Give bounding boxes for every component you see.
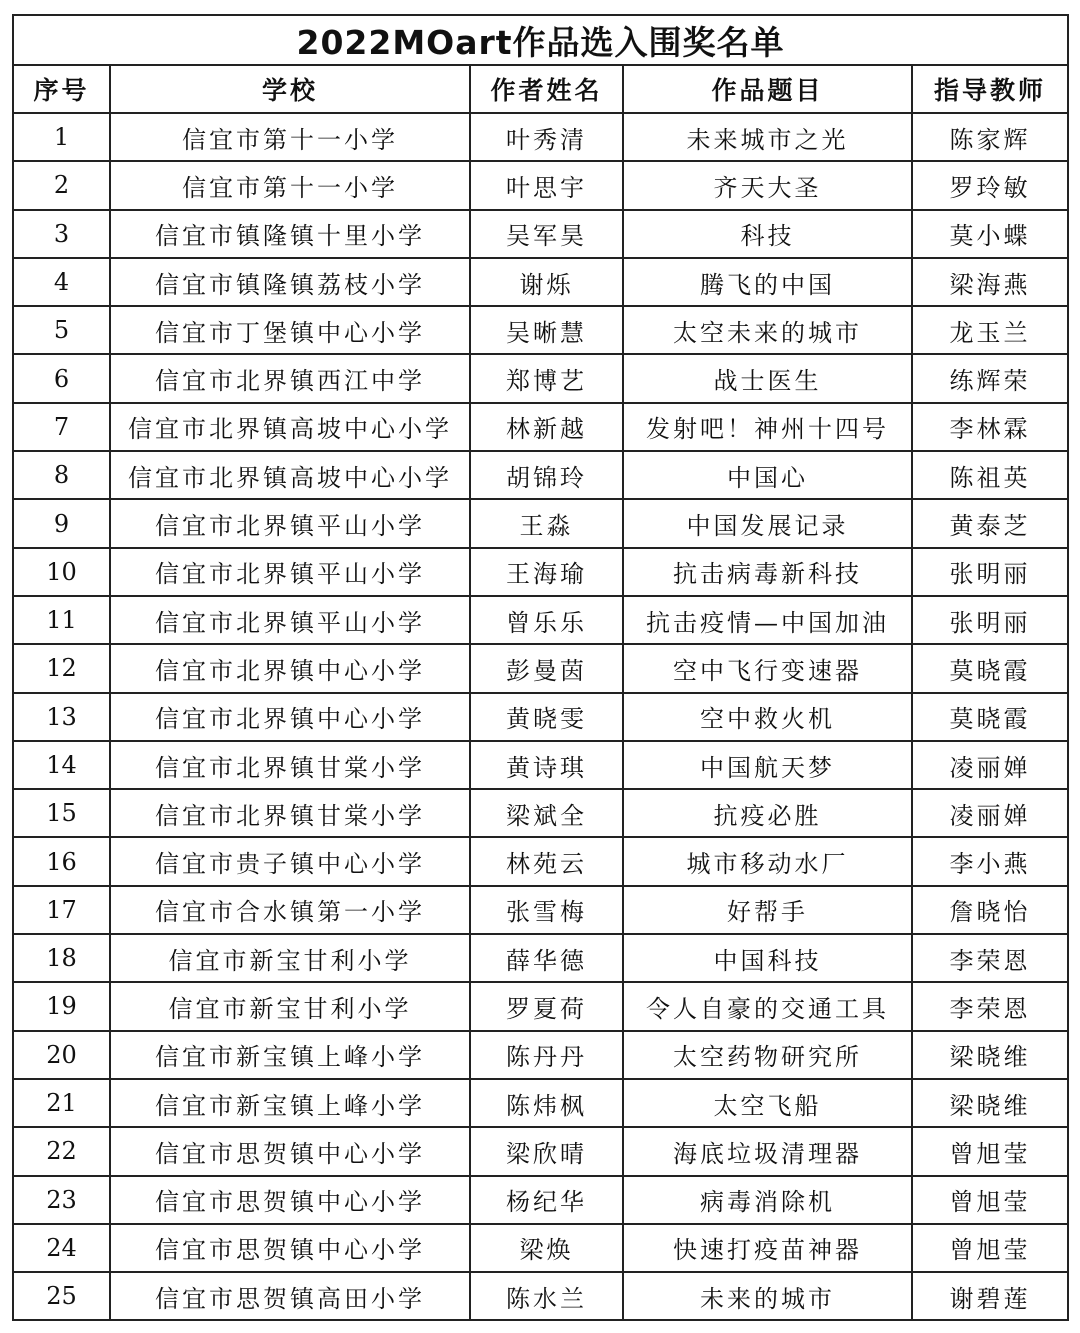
column-header-school: 学校: [110, 65, 470, 113]
cell-author: 林新越: [470, 403, 623, 451]
cell-work-title: 齐天大圣: [623, 161, 912, 209]
cell-work-title: 太空未来的城市: [623, 306, 912, 354]
cell-index: 1: [13, 113, 110, 161]
cell-school: 信宜市北界镇甘棠小学: [110, 741, 470, 789]
cell-author: 林苑云: [470, 837, 623, 885]
cell-author: 谢烁: [470, 258, 623, 306]
table-row: [13, 210, 1068, 258]
cell-teacher: 罗玲敏: [912, 161, 1068, 209]
cell-work-title: 发射吧！神州十四号: [623, 403, 912, 451]
table-row: [13, 1031, 1068, 1079]
cell-work-title: 空中救火机: [623, 693, 912, 741]
cell-index: 18: [13, 934, 110, 982]
cell-teacher: 莫晓霞: [912, 693, 1068, 741]
cell-school: 信宜市北界镇甘棠小学: [110, 789, 470, 837]
table-row: [13, 258, 1068, 306]
cell-school: 信宜市北界镇平山小学: [110, 548, 470, 596]
table-row: [13, 161, 1068, 209]
cell-work-title: 科技: [623, 210, 912, 258]
table-row: [13, 837, 1068, 885]
table-row: [13, 1079, 1068, 1127]
cell-school: 信宜市新宝镇上峰小学: [110, 1079, 470, 1127]
cell-school: 信宜市镇隆镇十里小学: [110, 210, 470, 258]
column-header-index: 序号: [13, 65, 110, 113]
cell-work-title: 抗击疫情—中国加油: [623, 596, 912, 644]
cell-work-title: 抗疫必胜: [623, 789, 912, 837]
cell-index: 8: [13, 451, 110, 499]
cell-author: 吴晰慧: [470, 306, 623, 354]
cell-work-title: 城市移动水厂: [623, 837, 912, 885]
cell-teacher: 李荣恩: [912, 982, 1068, 1030]
cell-index: 12: [13, 644, 110, 692]
cell-work-title: 未来城市之光: [623, 113, 912, 161]
cell-school: 信宜市第十一小学: [110, 161, 470, 209]
cell-teacher: 龙玉兰: [912, 306, 1068, 354]
cell-teacher: 黄泰芝: [912, 499, 1068, 547]
cell-work-title: 中国发展记录: [623, 499, 912, 547]
cell-index: 9: [13, 499, 110, 547]
cell-author: 陈炜枫: [470, 1079, 623, 1127]
cell-teacher: 莫晓霞: [912, 644, 1068, 692]
table-row: [13, 886, 1068, 934]
table-row: [13, 548, 1068, 596]
cell-author: 黄晓雯: [470, 693, 623, 741]
cell-index: 10: [13, 548, 110, 596]
cell-teacher: 谢碧莲: [912, 1272, 1068, 1320]
column-header-teacher: 指导教师: [912, 65, 1068, 113]
table-row: [13, 306, 1068, 354]
cell-author: 薛华德: [470, 934, 623, 982]
cell-school: 信宜市新宝甘利小学: [110, 934, 470, 982]
cell-index: 7: [13, 403, 110, 451]
cell-school: 信宜市北界镇平山小学: [110, 499, 470, 547]
cell-school: 信宜市思贺镇中心小学: [110, 1127, 470, 1175]
table-row: [13, 596, 1068, 644]
cell-teacher: 张明丽: [912, 596, 1068, 644]
cell-teacher: 梁晓维: [912, 1079, 1068, 1127]
cell-author: 梁焕: [470, 1224, 623, 1272]
cell-teacher: 李小燕: [912, 837, 1068, 885]
cell-index: 19: [13, 982, 110, 1030]
cell-work-title: 太空飞船: [623, 1079, 912, 1127]
table-row: [13, 644, 1068, 692]
cell-author: 叶思宇: [470, 161, 623, 209]
cell-index: 25: [13, 1272, 110, 1320]
cell-school: 信宜市北界镇平山小学: [110, 596, 470, 644]
cell-index: 2: [13, 161, 110, 209]
cell-school: 信宜市思贺镇中心小学: [110, 1176, 470, 1224]
cell-work-title: 腾飞的中国: [623, 258, 912, 306]
cell-index: 4: [13, 258, 110, 306]
cell-teacher: 凌丽婵: [912, 741, 1068, 789]
cell-author: 王海瑜: [470, 548, 623, 596]
title-row: [13, 15, 1068, 65]
cell-teacher: 李林霖: [912, 403, 1068, 451]
table-body: [13, 113, 1068, 1320]
table-row: [13, 113, 1068, 161]
cell-author: 梁欣晴: [470, 1127, 623, 1175]
table-row: [13, 693, 1068, 741]
cell-index: 21: [13, 1079, 110, 1127]
cell-school: 信宜市丁堡镇中心小学: [110, 306, 470, 354]
cell-school: 信宜市第十一小学: [110, 113, 470, 161]
cell-author: 陈丹丹: [470, 1031, 623, 1079]
cell-work-title: 中国心: [623, 451, 912, 499]
cell-work-title: 未来的城市: [623, 1272, 912, 1320]
table-row: [13, 499, 1068, 547]
cell-teacher: 陈祖英: [912, 451, 1068, 499]
cell-teacher: 莫小蝶: [912, 210, 1068, 258]
cell-author: 梁斌全: [470, 789, 623, 837]
table-row: [13, 789, 1068, 837]
cell-school: 信宜市北界镇高坡中心小学: [110, 403, 470, 451]
cell-teacher: 陈家辉: [912, 113, 1068, 161]
cell-work-title: 海底垃圾清理器: [623, 1127, 912, 1175]
table-row: [13, 354, 1068, 402]
cell-school: 信宜市北界镇中心小学: [110, 644, 470, 692]
cell-index: 23: [13, 1176, 110, 1224]
cell-school: 信宜市合水镇第一小学: [110, 886, 470, 934]
cell-author: 吴军昊: [470, 210, 623, 258]
cell-work-title: 病毒消除机: [623, 1176, 912, 1224]
cell-teacher: 梁晓维: [912, 1031, 1068, 1079]
cell-index: 14: [13, 741, 110, 789]
cell-author: 叶秀清: [470, 113, 623, 161]
cell-school: 信宜市北界镇中心小学: [110, 693, 470, 741]
cell-teacher: 詹晓怡: [912, 886, 1068, 934]
cell-teacher: 李荣恩: [912, 934, 1068, 982]
cell-index: 24: [13, 1224, 110, 1272]
table-row: [13, 982, 1068, 1030]
cell-work-title: 太空药物研究所: [623, 1031, 912, 1079]
cell-work-title: 战士医生: [623, 354, 912, 402]
cell-index: 16: [13, 837, 110, 885]
column-header-author: 作者姓名: [470, 65, 623, 113]
cell-author: 彭曼茵: [470, 644, 623, 692]
cell-author: 曾乐乐: [470, 596, 623, 644]
cell-teacher: 曾旭莹: [912, 1127, 1068, 1175]
cell-school: 信宜市贵子镇中心小学: [110, 837, 470, 885]
cell-work-title: 好帮手: [623, 886, 912, 934]
cell-teacher: 凌丽婵: [912, 789, 1068, 837]
cell-index: 22: [13, 1127, 110, 1175]
cell-index: 3: [13, 210, 110, 258]
cell-author: 黄诗琪: [470, 741, 623, 789]
cell-author: 杨纪华: [470, 1176, 623, 1224]
cell-teacher: 梁海燕: [912, 258, 1068, 306]
cell-work-title: 令人自豪的交通工具: [623, 982, 912, 1030]
cell-work-title: 中国航天梦: [623, 741, 912, 789]
cell-work-title: 抗击病毒新科技: [623, 548, 912, 596]
cell-author: 张雪梅: [470, 886, 623, 934]
cell-index: 11: [13, 596, 110, 644]
cell-work-title: 快速打疫苗神器: [623, 1224, 912, 1272]
cell-school: 信宜市新宝镇上峰小学: [110, 1031, 470, 1079]
cell-work-title: 空中飞行变速器: [623, 644, 912, 692]
cell-work-title: 中国科技: [623, 934, 912, 982]
table-row: [13, 451, 1068, 499]
cell-index: 20: [13, 1031, 110, 1079]
cell-school: 信宜市新宝甘利小学: [110, 982, 470, 1030]
table-row: [13, 934, 1068, 982]
table-row: [13, 741, 1068, 789]
cell-school: 信宜市北界镇高坡中心小学: [110, 451, 470, 499]
column-header-work-title: 作品题目: [623, 65, 912, 113]
cell-school: 信宜市思贺镇高田小学: [110, 1272, 470, 1320]
table-row: [13, 1224, 1068, 1272]
award-list-table: [12, 14, 1069, 1321]
cell-teacher: 曾旭莹: [912, 1224, 1068, 1272]
cell-index: 6: [13, 354, 110, 402]
cell-teacher: 曾旭莹: [912, 1176, 1068, 1224]
table-row: [13, 1127, 1068, 1175]
cell-school: 信宜市北界镇西江中学: [110, 354, 470, 402]
table-row: [13, 403, 1068, 451]
table-row: [13, 1176, 1068, 1224]
cell-teacher: 张明丽: [912, 548, 1068, 596]
cell-school: 信宜市思贺镇中心小学: [110, 1224, 470, 1272]
cell-author: 陈水兰: [470, 1272, 623, 1320]
header-row: [13, 65, 1068, 113]
cell-index: 13: [13, 693, 110, 741]
cell-index: 15: [13, 789, 110, 837]
cell-index: 17: [13, 886, 110, 934]
cell-index: 5: [13, 306, 110, 354]
cell-school: 信宜市镇隆镇荔枝小学: [110, 258, 470, 306]
cell-author: 王淼: [470, 499, 623, 547]
cell-author: 郑博艺: [470, 354, 623, 402]
cell-teacher: 练辉荣: [912, 354, 1068, 402]
table-title: 2022MOart作品选入围奖名单: [13, 15, 1068, 65]
cell-author: 胡锦玲: [470, 451, 623, 499]
cell-author: 罗夏荷: [470, 982, 623, 1030]
table-row: [13, 1272, 1068, 1320]
